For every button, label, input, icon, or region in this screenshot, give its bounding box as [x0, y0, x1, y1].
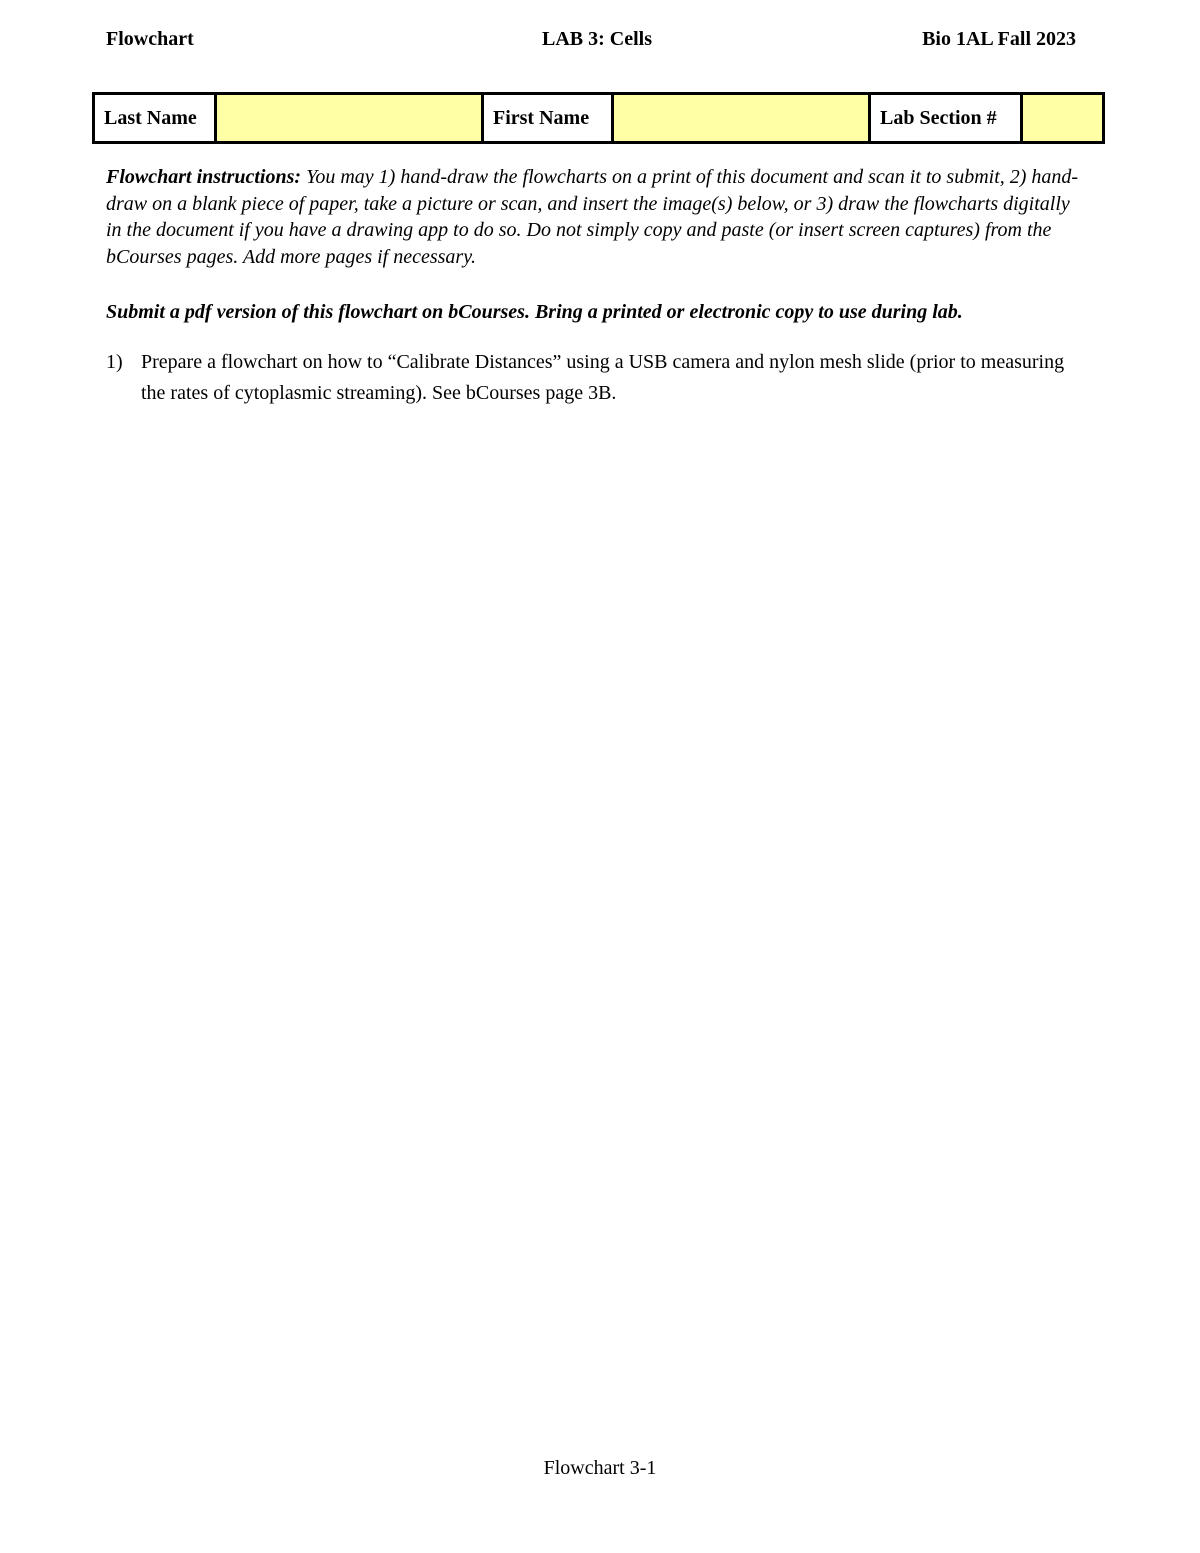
first-name-label: First Name — [483, 94, 613, 143]
instructions-body: You may 1) hand-draw the flowcharts on a print of this document and scan it to submit, 2) hand-draw on a blank piece of paper, take a picture or scan, and insert the image(s) below, or 3) draw the flowcharts digitally in the document if you have a drawing app to do so. Do not simply copy and paste (or insert screen captures) from the bCourses pages. Add more pages if necessary. — [106, 166, 1079, 268]
question-number: 1) — [106, 351, 123, 373]
lab-section-input[interactable] — [1023, 95, 1102, 141]
flowchart-instructions — [106, 164, 1081, 270]
lab-section-cell[interactable] — [1022, 94, 1104, 143]
last-name-input[interactable] — [217, 95, 481, 141]
first-name-input[interactable] — [614, 95, 868, 141]
question-item — [106, 347, 1081, 409]
instructions-lead: Flowchart instructions: — [106, 166, 302, 188]
header-course-term: Bio 1AL Fall 2023 — [922, 28, 1076, 50]
last-name-label: Last Name — [94, 94, 216, 143]
first-name-cell[interactable] — [613, 94, 870, 143]
page-footer: Flowchart 3-1 — [543, 1457, 657, 1479]
lab-section-label: Lab Section # — [870, 94, 1022, 143]
page-header — [106, 28, 1076, 56]
question-text: Prepare a flowchart on how to “Calibrate Distances” using a USB camera and nylon mesh slide (prior to measuring the rates of cytoplasmic streaming). See bCourses page 3B. — [141, 351, 1065, 404]
last-name-cell[interactable] — [216, 94, 483, 143]
student-info-table — [92, 92, 1105, 144]
header-lab-title: LAB 3: Cells — [542, 28, 652, 50]
submit-note: Submit a pdf version of this flowchart on bCourses. Bring a printed or electronic copy to use during lab. — [106, 301, 963, 323]
header-doc-type: Flowchart — [106, 28, 194, 50]
